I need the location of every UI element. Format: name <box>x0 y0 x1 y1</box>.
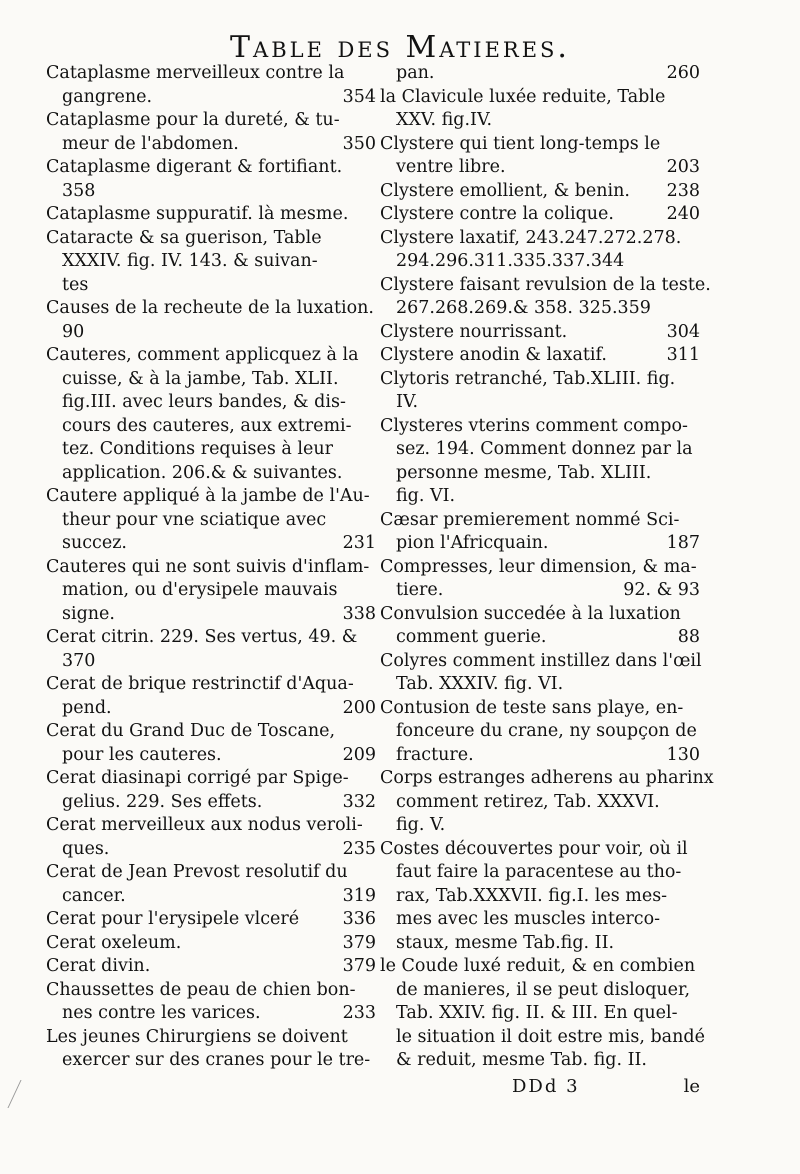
entry-text: Causes de la recheute de la luxation. <box>46 298 374 318</box>
entry-text: Cerat du Grand Duc de Toscane, <box>46 721 336 741</box>
entry-text: Clystere qui tient long-temps le <box>380 133 661 154</box>
entry-text: comment retirez, Tab. XXXVI. <box>396 791 660 812</box>
index-entry-line <box>380 368 700 392</box>
index-entry-line <box>380 626 700 650</box>
index-entry-line <box>46 908 376 932</box>
index-entry-line <box>46 86 376 110</box>
index-entry-line <box>380 673 700 697</box>
entry-text: Cerat de Jean Prevost resolutif du <box>46 862 348 882</box>
index-entry-line <box>380 156 700 180</box>
entry-text: Cerat divin. <box>46 956 151 976</box>
index-entry-line <box>380 556 700 580</box>
index-entry-line <box>46 250 376 274</box>
entry-text: Les jeunes Chirurgiens se doivent <box>46 1026 348 1047</box>
entry-text: rax, Tab.XXXVII. fig.I. les mes- <box>396 885 668 906</box>
index-entry-line <box>46 720 376 744</box>
entry-page-number: 336 <box>342 909 376 929</box>
index-entry-line <box>46 979 376 1003</box>
entry-text: signe. <box>62 603 115 624</box>
entry-page-number: 379 <box>342 956 376 976</box>
index-entry-line <box>46 932 376 956</box>
index-entry-line <box>46 791 376 815</box>
page-footer <box>380 1076 700 1102</box>
entry-page-number: 92. & 93 <box>623 580 700 600</box>
signature-mark: DDd 3 <box>512 1076 580 1097</box>
entry-text: ventre libre. <box>396 157 506 177</box>
entry-text: Cataplasme merveilleux contre la <box>46 63 345 83</box>
index-entry-line <box>380 767 714 791</box>
entry-page-number: 187 <box>666 533 700 553</box>
index-entry-line <box>380 62 700 86</box>
entry-text: tes <box>62 274 89 295</box>
index-entry-line <box>46 133 376 157</box>
index-column-right <box>380 62 714 1073</box>
index-entry-line <box>46 673 376 697</box>
entry-text: cours des cauteres, aux extremi- <box>62 415 352 436</box>
entry-text: fig.III. avec leurs bandes, & dis- <box>62 392 346 412</box>
index-entry-line <box>46 109 376 133</box>
index-entry-line <box>380 344 700 368</box>
index-entry-line <box>46 955 376 979</box>
entry-text: gangrene. <box>62 86 153 107</box>
entry-text: Cataplasme digerant & fortifiant. <box>46 157 343 177</box>
index-entry-line <box>46 861 376 885</box>
index-entry-line <box>380 932 700 956</box>
index-entry-line <box>46 156 376 180</box>
entry-text: le Coude luxé reduit, & en combien <box>380 956 696 976</box>
index-entry-line <box>46 1002 376 1026</box>
index-entry-line <box>380 603 700 627</box>
entry-page-number: 354 <box>342 86 376 107</box>
entry-text: la Clavicule luxée reduite, Table <box>380 86 666 107</box>
entry-page-number: 130 <box>666 744 700 765</box>
index-entry-line <box>46 603 376 627</box>
index-entry-line <box>380 297 700 321</box>
index-entry-line <box>380 532 700 556</box>
entry-text: personne mesme, Tab. XLIII. <box>396 462 652 483</box>
index-entry-line <box>46 180 376 204</box>
entry-text: 267.268.269.& 358. 325.359 <box>396 298 651 318</box>
entry-page-number: 240 <box>666 204 700 224</box>
entry-page-number: 260 <box>666 63 700 83</box>
entry-text: Contusion de teste sans playe, en- <box>380 697 684 718</box>
entry-text: tiere. <box>396 580 444 600</box>
index-entry-line <box>46 344 376 368</box>
index-entry-line <box>380 838 700 862</box>
entry-text: Clystere anodin & laxatif. <box>380 345 607 365</box>
index-entry-line <box>380 321 700 345</box>
entry-text: fig. V. <box>396 815 446 835</box>
index-entry-line <box>46 1049 376 1073</box>
entry-text: Cauteres, comment applicquez à la <box>46 345 359 365</box>
entry-text: Tab. XXXIV. fig. VI. <box>396 674 564 694</box>
index-entry-line <box>380 744 700 768</box>
entry-text: 294.296.311.335.337.344 <box>396 251 625 271</box>
entry-text: XXV. fig.IV. <box>396 110 493 130</box>
index-entry-line <box>46 556 376 580</box>
index-entry-line <box>46 744 376 768</box>
entry-text: Compresses, leur dimension, & ma- <box>380 556 697 577</box>
entry-text: mes avec les muscles interco- <box>396 909 661 929</box>
entry-text: Clysteres vterins comment compo- <box>380 415 688 436</box>
entry-text: XXXIV. fig. IV. 143. & suivan- <box>62 251 318 271</box>
entry-text: Cataplasme pour la dureté, & tu- <box>46 110 340 130</box>
entry-text: 358 <box>62 180 96 201</box>
entry-text: meur de l'abdomen. <box>62 133 239 154</box>
index-entry-line <box>46 1026 376 1050</box>
index-entry-line <box>380 579 700 603</box>
index-entry-line <box>380 1026 705 1050</box>
index-entry-line <box>46 391 376 415</box>
entry-text: tez. Conditions requises à leur <box>62 439 333 459</box>
index-entry-line <box>380 485 700 509</box>
index-entry-line <box>380 180 700 204</box>
page-header: Table des Matieres. <box>230 30 570 65</box>
index-entry-line <box>380 86 700 110</box>
index-entry-line <box>46 297 376 321</box>
index-entry-line <box>46 415 376 439</box>
entry-text: succez. <box>62 533 127 553</box>
entry-page-number: 203 <box>666 157 700 177</box>
index-entry-line <box>46 767 376 791</box>
index-entry-line <box>46 509 376 533</box>
entry-text: Cautere appliqué à la jambe de l'Au- <box>46 486 370 506</box>
entry-page-number: 379 <box>342 932 376 953</box>
entry-text: 90 <box>62 321 85 342</box>
index-entry-line <box>46 814 376 838</box>
index-entry-line <box>380 109 700 133</box>
entry-text: Cæsar premierement nommé Sci- <box>380 509 680 530</box>
entry-text: Cataracte & sa guerison, Table <box>46 227 322 248</box>
entry-page-number: 238 <box>666 180 700 201</box>
entry-page-number: 332 <box>342 791 376 812</box>
entry-text: cancer. <box>62 885 126 906</box>
index-entry-line <box>380 861 700 885</box>
entry-text: Colyres comment instillez dans l'œil <box>380 650 702 671</box>
entry-text: pour les cauteres. <box>62 744 222 765</box>
entry-text: Cerat merveilleux aux nodus veroli- <box>46 815 363 835</box>
index-entry-line <box>46 485 376 509</box>
index-entry-line <box>46 274 376 298</box>
entry-text: exercer sur des cranes pour le tre- <box>62 1050 371 1070</box>
entry-page-number: 319 <box>342 885 376 906</box>
index-entry-line <box>46 321 376 345</box>
index-entry-line <box>380 908 700 932</box>
entry-text: comment guerie. <box>396 627 547 647</box>
index-entry-line <box>380 415 700 439</box>
index-entry-line <box>46 368 376 392</box>
entry-page-number: 304 <box>666 321 700 342</box>
entry-text: Cerat de brique restrinctif d'Aqua- <box>46 674 354 694</box>
entry-page-number: 209 <box>342 744 376 765</box>
index-entry-line <box>46 462 376 486</box>
entry-text: Clystere contre la colique. <box>380 204 614 224</box>
index-entry-line <box>46 532 376 556</box>
entry-text: nes contre les varices. <box>62 1003 261 1023</box>
entry-text: IV. <box>396 392 419 412</box>
entry-text: Costes découvertes pour voir, où il <box>380 838 688 859</box>
index-entry-line <box>380 955 700 979</box>
entry-page-number: 231 <box>342 533 376 553</box>
margin-ink-mark <box>7 1080 41 1108</box>
index-entry-line <box>46 626 376 650</box>
entry-text: faut faire la paracentese au tho- <box>396 862 682 882</box>
entry-text: gelius. 229. Ses effets. <box>62 791 263 812</box>
entry-text: staux, mesme Tab.fig. II. <box>396 932 615 953</box>
entry-page-number: 200 <box>342 697 376 718</box>
index-entry-line <box>46 885 376 909</box>
entry-page-number: 311 <box>666 345 700 365</box>
entry-text: Corps estranges adherens au pharinx <box>380 768 714 788</box>
entry-text: fig. VI. <box>396 486 456 506</box>
entry-page-number: 350 <box>342 133 376 154</box>
entry-text: Cerat citrin. 229. Ses vertus, 49. & <box>46 627 358 647</box>
index-entry-line <box>380 391 700 415</box>
index-entry-line <box>380 791 700 815</box>
index-entry-line <box>380 250 700 274</box>
entry-text: theur pour vne sciatique avec <box>62 509 327 530</box>
index-entry-line <box>380 885 700 909</box>
index-entry-line <box>380 274 711 298</box>
entry-text: Chaussettes de peau de chien bon- <box>46 979 356 1000</box>
index-entry-line <box>46 579 376 603</box>
index-entry-line <box>46 62 376 86</box>
entry-text: Clystere emollient, & benin. <box>380 180 630 201</box>
entry-text: application. 206.& & suivantes. <box>62 462 343 483</box>
index-entry-line <box>46 438 376 462</box>
entry-text: & reduit, mesme Tab. fig. II. <box>396 1050 647 1070</box>
entry-page-number: 338 <box>342 603 376 624</box>
index-entry-line <box>380 650 700 674</box>
entry-text: Cauteres qui ne sont suivis d'inflam- <box>46 556 370 577</box>
entry-page-number: 235 <box>342 838 376 859</box>
entry-text: Tab. XXIV. fig. II. & III. En quel- <box>396 1003 678 1023</box>
entry-text: Cerat pour l'erysipele vlceré <box>46 909 300 929</box>
index-entry-line <box>380 814 700 838</box>
index-entry-line <box>46 650 376 674</box>
entry-text: Clystere faisant revulsion de la teste. <box>380 274 711 295</box>
entry-text: Convulsion succedée à la luxation <box>380 603 681 624</box>
index-entry-line <box>380 979 700 1003</box>
entry-text: pion l'Africquain. <box>396 533 549 553</box>
entry-text: fracture. <box>396 744 474 765</box>
entry-text: de manieres, il se peut disloquer, <box>396 979 691 1000</box>
entry-text: Clytoris retranché, Tab.XLIII. fig. <box>380 368 676 389</box>
entry-text: mation, ou d'erysipele mauvais <box>62 580 338 600</box>
index-entry-line <box>380 203 700 227</box>
entry-text: cuisse, & à la jambe, Tab. XLII. <box>62 368 339 389</box>
index-entry-line <box>380 1002 700 1026</box>
index-entry-line <box>380 697 700 721</box>
entry-page-number: 233 <box>342 1003 376 1023</box>
entry-page-number: 88 <box>677 627 700 647</box>
index-entry-line <box>380 438 700 462</box>
entry-text: fonceure du crane, ny soupçon de <box>396 721 697 741</box>
entry-text: Cerat diasinapi corrigé par Spige- <box>46 768 349 788</box>
index-entry-line <box>380 509 700 533</box>
index-column-left <box>46 62 376 1073</box>
catchword: le <box>683 1076 700 1097</box>
entry-text: ques. <box>62 838 110 859</box>
entry-text: sez. 194. Comment donnez par la <box>396 439 693 459</box>
index-entry-line <box>380 462 700 486</box>
entry-text: pan. <box>396 63 435 83</box>
entry-text: 370 <box>62 650 96 671</box>
entry-text: le situation il doit estre mis, bandé <box>396 1026 705 1047</box>
index-entry-line <box>380 227 700 251</box>
entry-text: Cerat oxeleum. <box>46 932 182 953</box>
entry-text: Clystere nourrissant. <box>380 321 568 342</box>
entry-text: Cataplasme suppuratif. là mesme. <box>46 204 349 224</box>
index-entry-line <box>46 203 376 227</box>
entry-text: Clystere laxatif, 243.247.272.278. <box>380 227 682 248</box>
index-entry-line <box>380 133 700 157</box>
index-entry-line <box>46 227 376 251</box>
index-entry-line <box>380 720 700 744</box>
entry-text: pend. <box>62 697 112 718</box>
index-entry-line <box>380 1049 700 1073</box>
index-entry-line <box>46 697 376 721</box>
index-entry-line <box>46 838 376 862</box>
